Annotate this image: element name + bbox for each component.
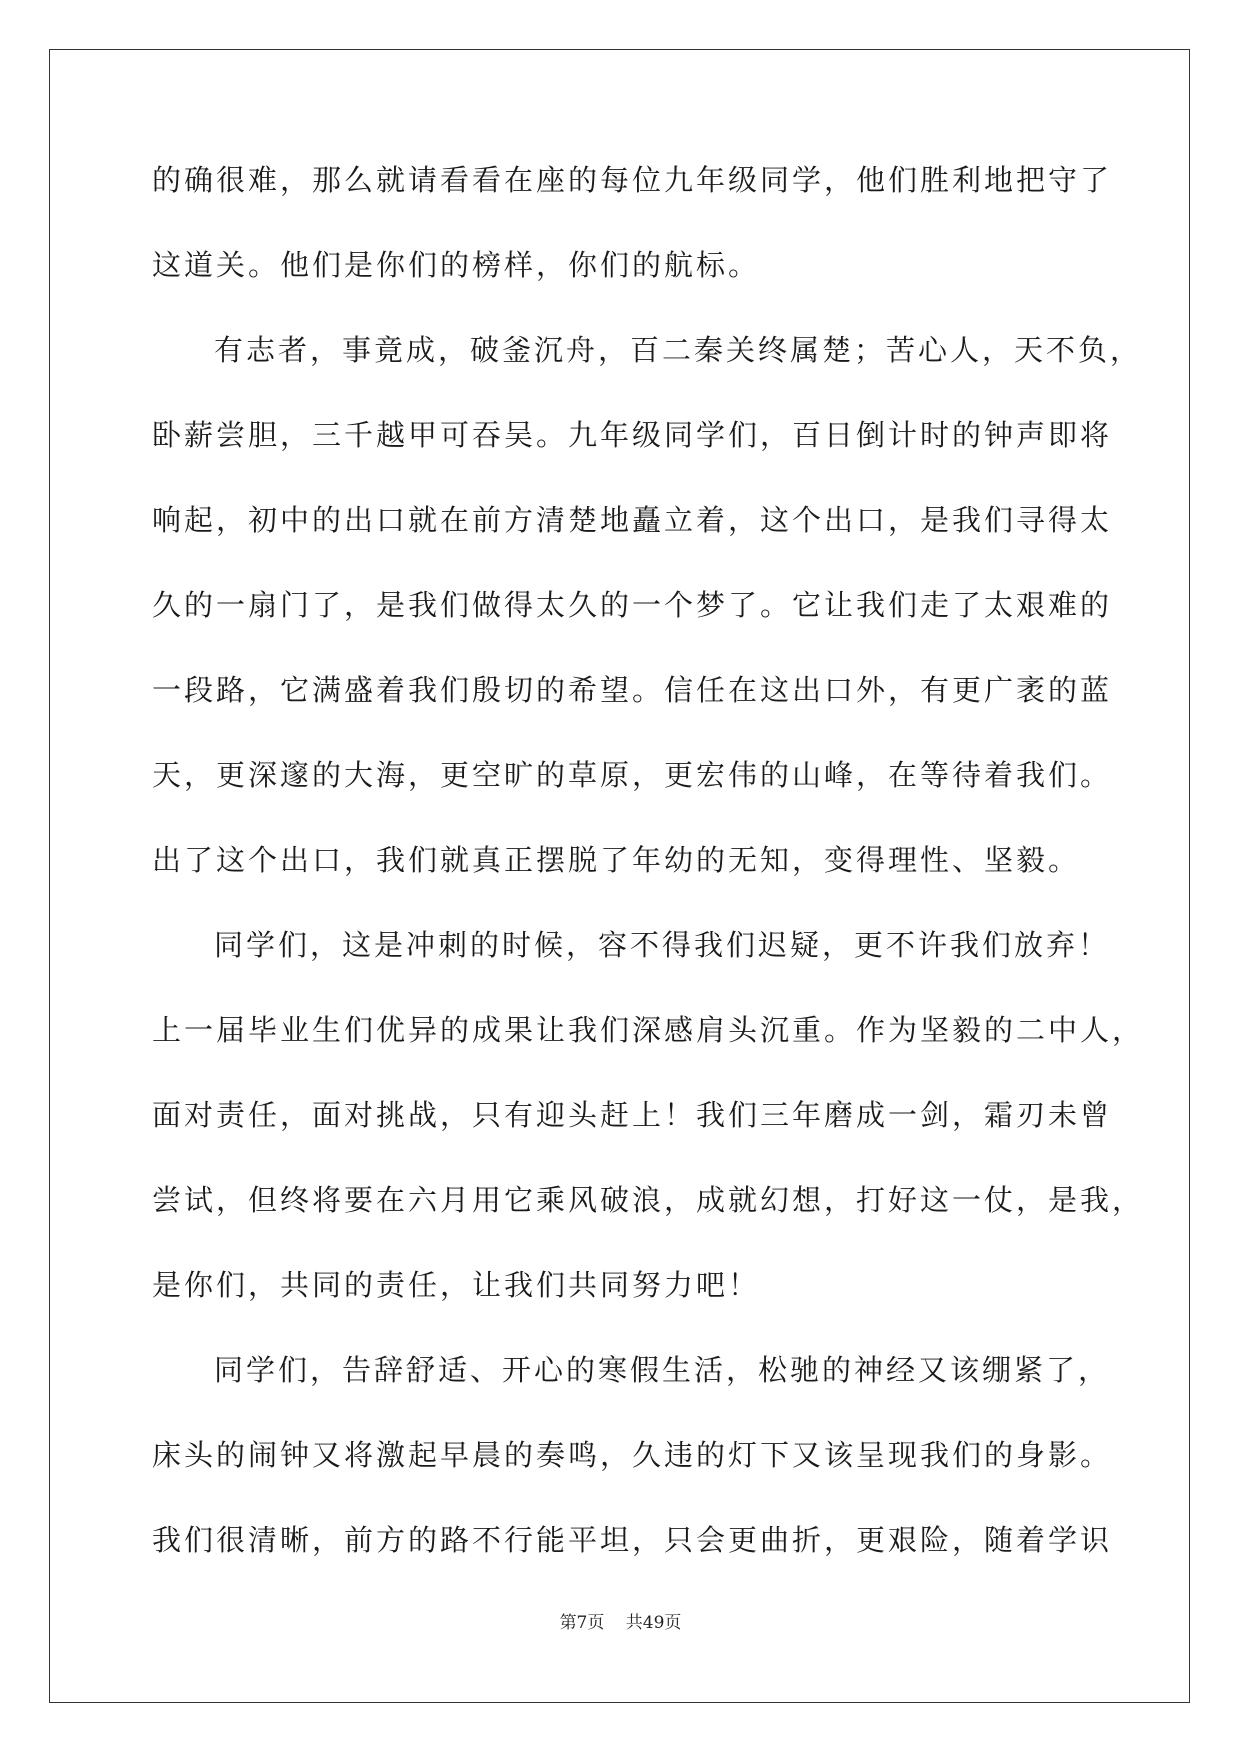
- page-total: 共49页: [625, 1613, 682, 1633]
- text-line: 天，更深邃的大海，更空旷的草原，更宏伟的山峰，在等待着我们。: [152, 758, 1113, 792]
- text-line: 出了这个出口，我们就真正摆脱了年幼的无知，变得理性、坚毅。: [152, 843, 1081, 877]
- text-line: 床头的闹钟又将激起早晨的奏鸣，久违的灯下又该呈现我们的身影。: [152, 1438, 1113, 1472]
- text-line: 是你们，共同的责任，让我们共同努力吧！: [152, 1268, 761, 1302]
- text-line: 面对责任，面对挑战，只有迎头赶上！我们三年磨成一剑，霜刃未曾: [152, 1098, 1113, 1132]
- paragraph-start-line: 同学们，这是冲刺的时候，容不得我们迟疑，更不许我们放弃！: [214, 928, 1111, 962]
- text-line: 卧薪尝胆，三千越甲可吞吴。九年级同学们，百日倒计时的钟声即将: [152, 418, 1113, 452]
- text-line: 上一届毕业生们优异的成果让我们深感肩头沉重。作为坚毅的二中人，: [152, 1013, 1145, 1047]
- document-body: [152, 150, 1145, 1595]
- paragraph-start-line: 有志者，事竟成，破釜沉舟，百二秦关终属楚；苦心人，天不负，: [214, 333, 1143, 367]
- text-line: 的确很难，那么就请看看在座的每位九年级同学，他们胜利地把守了: [152, 163, 1113, 197]
- paragraph-start-line: 同学们，告辞舒适、开心的寒假生活，松驰的神经又该绷紧了，: [214, 1353, 1111, 1387]
- text-line: 尝试，但终将要在六月用它乘风破浪，成就幻想，打好这一仗，是我，: [152, 1183, 1145, 1217]
- text-line: 响起，初中的出口就在前方清楚地矗立着，这个出口，是我们寻得太: [152, 503, 1113, 537]
- text-line: 久的一扇门了，是我们做得太久的一个梦了。它让我们走了太艰难的: [152, 588, 1113, 622]
- text-line: 一段路，它满盛着我们殷切的希望。信任在这出口外，有更广袤的蓝: [152, 673, 1113, 707]
- page-number: 第7页: [559, 1613, 605, 1633]
- page-footer: [0, 1608, 1241, 1633]
- text-line: 这道关。他们是你们的榜样，你们的航标。: [152, 248, 761, 282]
- text-line: 我们很清晰，前方的路不行能平坦，只会更曲折，更艰险，随着学识: [152, 1523, 1113, 1557]
